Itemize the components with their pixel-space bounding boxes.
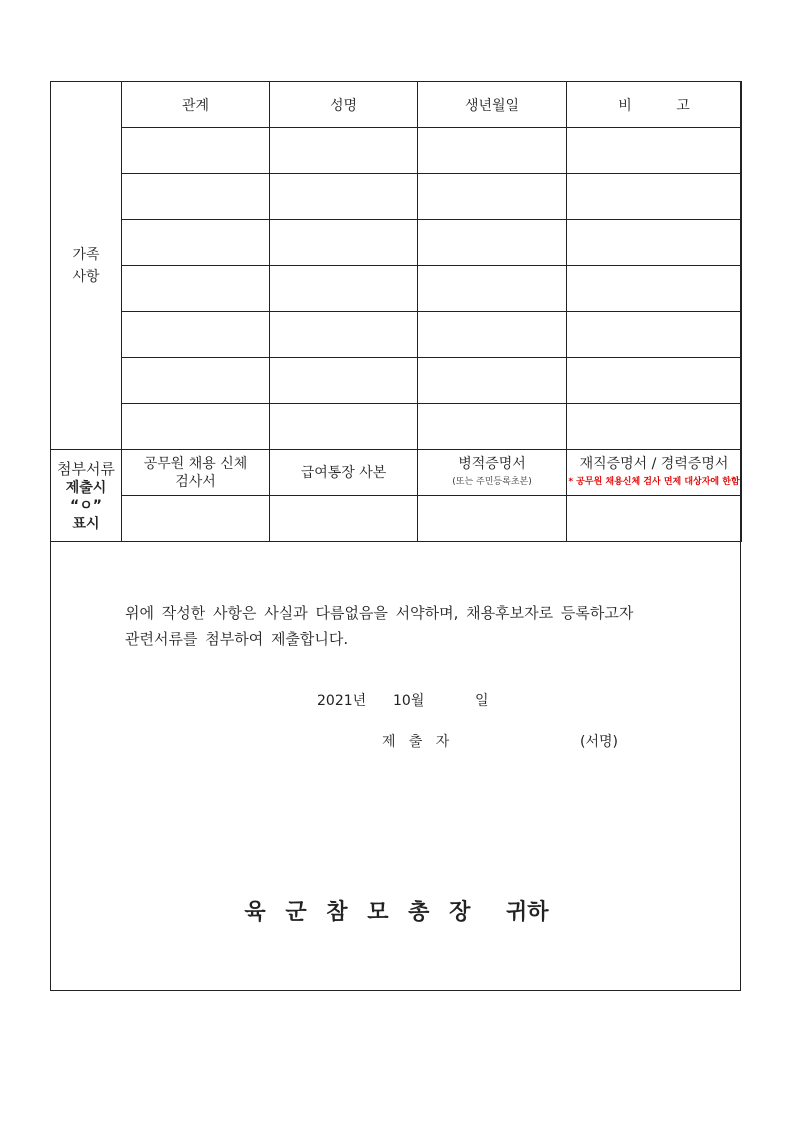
date-year: 2021년: [317, 693, 367, 709]
submitter-label: 제 출 자: [382, 734, 450, 750]
family-cell[interactable]: [418, 358, 567, 404]
attachment-title: 급여통장 사본: [300, 464, 387, 481]
attachment-military-record: [418, 450, 567, 496]
attachments-label: [51, 450, 122, 542]
family-cell[interactable]: [122, 404, 270, 450]
addressee-char: 총: [408, 900, 430, 925]
family-cell[interactable]: [122, 266, 270, 312]
family-cell[interactable]: [122, 174, 270, 220]
addressee-char: 육: [244, 900, 266, 925]
attachment-title: 재직증명서 / 경력증명서: [579, 455, 729, 472]
family-cell[interactable]: [270, 128, 418, 174]
family-cell[interactable]: [122, 220, 270, 266]
pledge-line1: 위에 작성한 사항은 사실과 다름없음을 서약하며, 채용후보자로 등록하고자: [125, 604, 634, 622]
family-cell[interactable]: [270, 358, 418, 404]
col-header-birthdate: 생년월일: [418, 82, 567, 128]
family-cell[interactable]: [418, 312, 567, 358]
attachment-title-line2: 검사서: [175, 473, 216, 490]
family-cell[interactable]: [270, 174, 418, 220]
attachment-title: 공무원 채용 신체: [143, 455, 248, 472]
family-cell[interactable]: [270, 404, 418, 450]
family-cell[interactable]: [418, 128, 567, 174]
family-cell[interactable]: [418, 266, 567, 312]
attachment-title: 병적증명서: [458, 455, 526, 472]
family-cell[interactable]: [567, 266, 742, 312]
family-cell[interactable]: [567, 128, 742, 174]
family-cell[interactable]: [270, 312, 418, 358]
remarks-label: 비 고: [618, 97, 690, 114]
attachment-bankbook: [270, 450, 418, 496]
addressee-char: 장: [449, 900, 471, 925]
family-cell[interactable]: [418, 404, 567, 450]
family-cell[interactable]: [122, 358, 270, 404]
attachment-physical-exam: [122, 450, 270, 496]
family-section-label: [51, 82, 122, 450]
attachment-exemption-note: * 공무원 채용신체 검사 면제 대상자에 한함: [568, 476, 740, 487]
family-cell[interactable]: [122, 312, 270, 358]
date-day: 일: [475, 693, 489, 709]
attachments-label-line2: 제출시: [65, 479, 107, 496]
family-cell[interactable]: [567, 404, 742, 450]
attachment-note: (또는 주민등록초본): [452, 476, 532, 487]
addressee-char: 모: [367, 900, 389, 925]
attachment-employment-cert: [567, 450, 742, 496]
addressee-char: 군: [285, 900, 307, 925]
family-cell[interactable]: [567, 358, 742, 404]
attachments-label-line1: 첨부서류: [57, 459, 115, 478]
col-header-name: 성명: [270, 82, 418, 128]
attachment-check-cell[interactable]: [122, 496, 270, 542]
attachments-label-line3: “ㅇ”: [70, 497, 102, 514]
family-label-line1: 가족: [72, 246, 100, 263]
col-header-relation: 관계: [122, 82, 270, 128]
addressee: [0, 895, 793, 926]
pledge-line2: 관련서류를 첨부하여 제출합니다.: [125, 630, 349, 648]
date-month: 10월: [393, 693, 425, 709]
attachment-check-cell[interactable]: [418, 496, 567, 542]
attachments-label-line4: 표시: [72, 515, 100, 532]
family-cell[interactable]: [567, 174, 742, 220]
family-cell[interactable]: [270, 220, 418, 266]
family-cell[interactable]: [418, 220, 567, 266]
attachment-check-cell[interactable]: [270, 496, 418, 542]
attachment-check-cell[interactable]: [567, 496, 742, 542]
family-cell[interactable]: [567, 312, 742, 358]
addressee-char: 참: [326, 900, 348, 925]
family-cell[interactable]: [122, 128, 270, 174]
signature-placeholder[interactable]: (서명): [580, 734, 618, 750]
family-cell[interactable]: [418, 174, 567, 220]
col-header-remarks: [567, 82, 742, 128]
family-cell[interactable]: [270, 266, 418, 312]
family-label-line2: 사항: [72, 268, 100, 285]
pledge-statement: [125, 600, 633, 652]
family-cell[interactable]: [567, 220, 742, 266]
addressee-suffix: 귀하: [506, 900, 549, 925]
family-table: [50, 81, 742, 542]
